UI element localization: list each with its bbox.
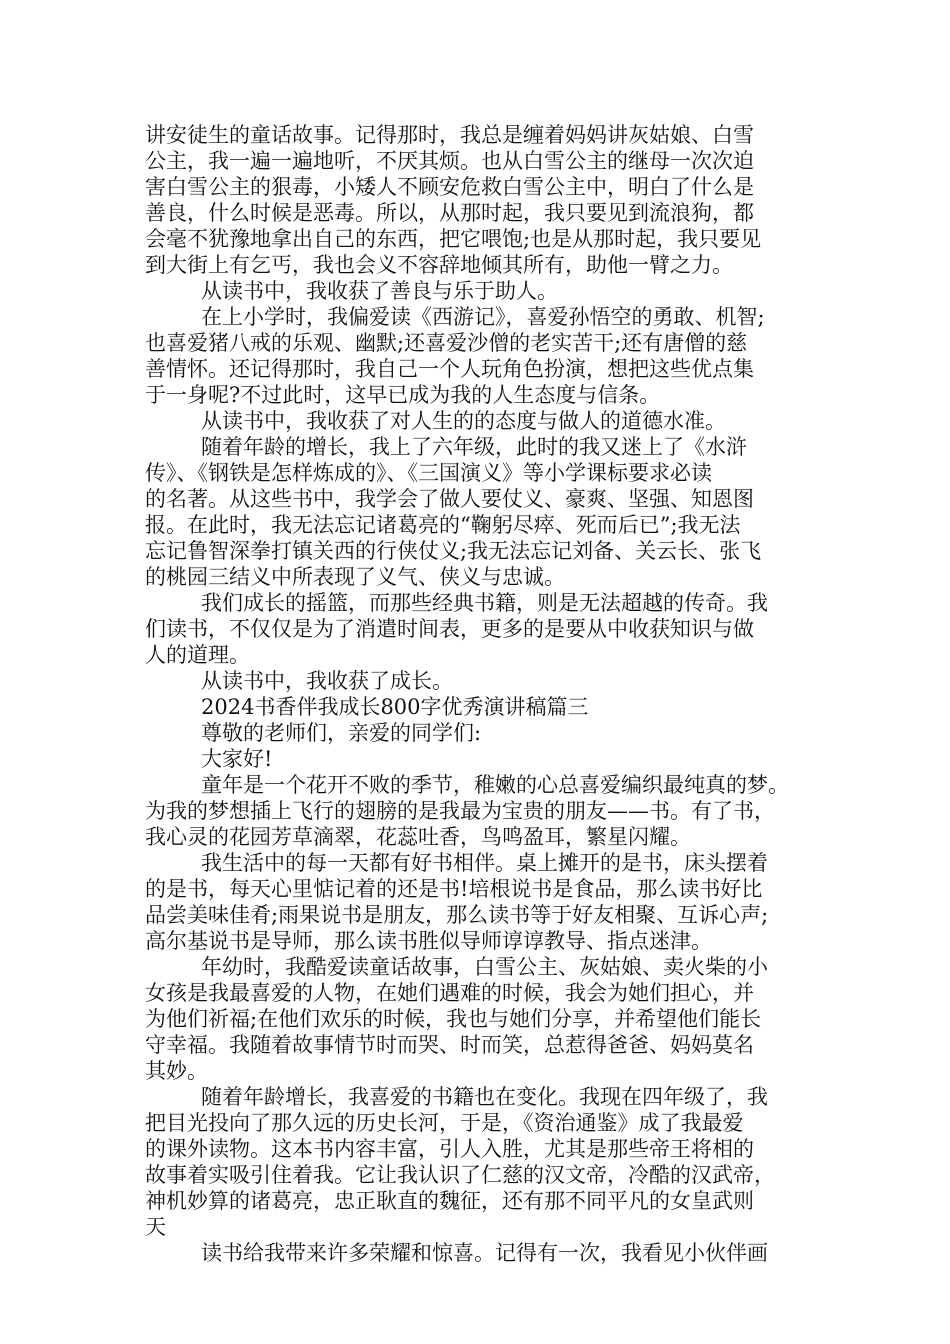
- text-line: 公主，我一遍一遍地听，不厌其烦。也从白雪公主的继母一次次迫: [145, 149, 754, 173]
- text-line: 故事着实吸引住着我。它让我认识了仁慈的汉文帝，冷酷的汉武帝，: [145, 1163, 775, 1187]
- text-line: 们读书，不仅仅是为了消遣时间表，更多的是要从中收获知识与做: [145, 617, 754, 641]
- text-line: 读书给我带来许多荣耀和惊喜。记得有一次，我看见小伙伴画: [201, 1241, 768, 1265]
- text-line: 在上小学时，我偏爱读《西游记》，喜爱孙悟空的勇敢、机智;: [201, 305, 765, 329]
- text-line: 害白雪公主的狠毒，小矮人不顾安危救白雪公主中，明白了什么是: [145, 175, 754, 199]
- text-line: 我们成长的摇篮，而那些经典书籍，则是无法超越的传奇。我: [201, 591, 768, 615]
- text-line: 为他们祈福;在他们欢乐的时候，我也与她们分享，并希望他们能长: [145, 1007, 762, 1031]
- document-body: [145, 122, 835, 1266]
- text-line: 女孩是我最喜爱的人物，在她们遇难的时候，我会为她们担心，并: [145, 981, 754, 1005]
- text-line: 为我的梦想插上飞行的翅膀的是我最为宝贵的朋友——书。有了书，: [145, 799, 775, 823]
- text-line: 讲安徒生的童话故事。记得那时，我总是缠着妈妈讲灰姑娘、白雪: [145, 123, 754, 147]
- text-line: 高尔基说书是导师，那么读书胜似导师谆谆教导、指点迷津。: [145, 929, 712, 953]
- text-line: 善良，什么时候是恶毒。所以，从那时起，我只要见到流浪狗，都: [145, 201, 754, 225]
- text-line: 神机妙算的诸葛亮，忠正耿直的魏征，还有那不同平凡的女皇武则: [145, 1189, 754, 1213]
- text-line: 的课外读物。这本书内容丰富，引人入胜，尤其是那些帝王将相的: [145, 1137, 754, 1161]
- text-line: 大家好!: [201, 747, 273, 771]
- text-line: 年幼时，我酷爱读童话故事，白雪公主、灰姑娘、卖火柴的小: [201, 955, 768, 979]
- text-line: 的桃园三结义中所表现了义气、侠义与忠诚。: [145, 565, 565, 589]
- text-line: 童年是一个花开不败的季节，稚嫩的心总喜爱编织最纯真的梦。: [201, 773, 789, 797]
- text-line: 也喜爱猪八戒的乐观、幽默;还喜爱沙僧的老实苦干;还有唐僧的慈: [145, 331, 748, 355]
- text-line: 随着年龄的增长，我上了六年级，此时的我又迷上了《水浒: [201, 435, 747, 459]
- text-line: 传》、《钢铁是怎样炼成的》、《三国演义》等小学课标要求必读: [145, 461, 712, 485]
- text-line: 的是书，每天心里惦记着的还是书!培根说书是食品，那么读书好比: [145, 877, 763, 901]
- text-line: 把目光投向了那久远的历史长河，于是，《资治通鉴》成了我最爱: [145, 1111, 744, 1135]
- text-line: 我心灵的花园芳草滴翠，花蕊吐香，鸟鸣盈耳，繁星闪耀。: [145, 825, 691, 849]
- text-line: 到大街上有乞丐，我也会义不容辞地倾其所有，助他一臂之力。: [145, 253, 733, 277]
- text-line: 品尝美味佳肴;雨果说书是朋友，那么读书等于好友相聚、互诉心声;: [145, 903, 769, 927]
- text-line: 忘记鲁智深拳打镇关西的行侠仗义;我无法忘记刘备、关云长、张飞: [145, 539, 762, 563]
- text-line: 从读书中，我收获了成长。: [201, 669, 453, 693]
- text-line: 人的道理。: [145, 643, 250, 667]
- section-heading: 2024书香伴我成长800字优秀演讲稿篇三: [201, 695, 589, 719]
- text-line: 我生活中的每一天都有好书相伴。桌上摊开的是书，床头摆着: [201, 851, 768, 875]
- text-line: 于一身呢?不过此时，这早已成为我的人生态度与信条。: [145, 383, 661, 407]
- text-line: 会毫不犹豫地拿出自己的东西，把它喂饱;也是从那时起，我只要见: [145, 227, 762, 251]
- text-line: 从读书中，我收获了善良与乐于助人。: [201, 279, 558, 303]
- text-line: 其妙。: [145, 1059, 208, 1083]
- text-line: 天: [145, 1215, 166, 1239]
- text-line: 善情怀。还记得那时，我自己一个人玩角色扮演，想把这些优点集: [145, 357, 754, 381]
- text-line: 报。在此时，我无法忘记诸葛亮的“鞠躬尽瘁、死而后已”;我无法: [145, 513, 741, 537]
- text-line: 尊敬的老师们，亲爱的同学们:: [201, 721, 482, 745]
- text-line: 随着年龄增长，我喜爱的书籍也在变化。我现在四年级了，我: [201, 1085, 768, 1109]
- text-line: 的名著。从这些书中，我学会了做人要仗义、豪爽、坚强、知恩图: [145, 487, 754, 511]
- text-line: 从读书中，我收获了对人生的的态度与做人的道德水准。: [201, 409, 726, 433]
- text-line: 守幸福。我随着故事情节时而哭、时而笑，总惹得爸爸、妈妈莫名: [145, 1033, 754, 1057]
